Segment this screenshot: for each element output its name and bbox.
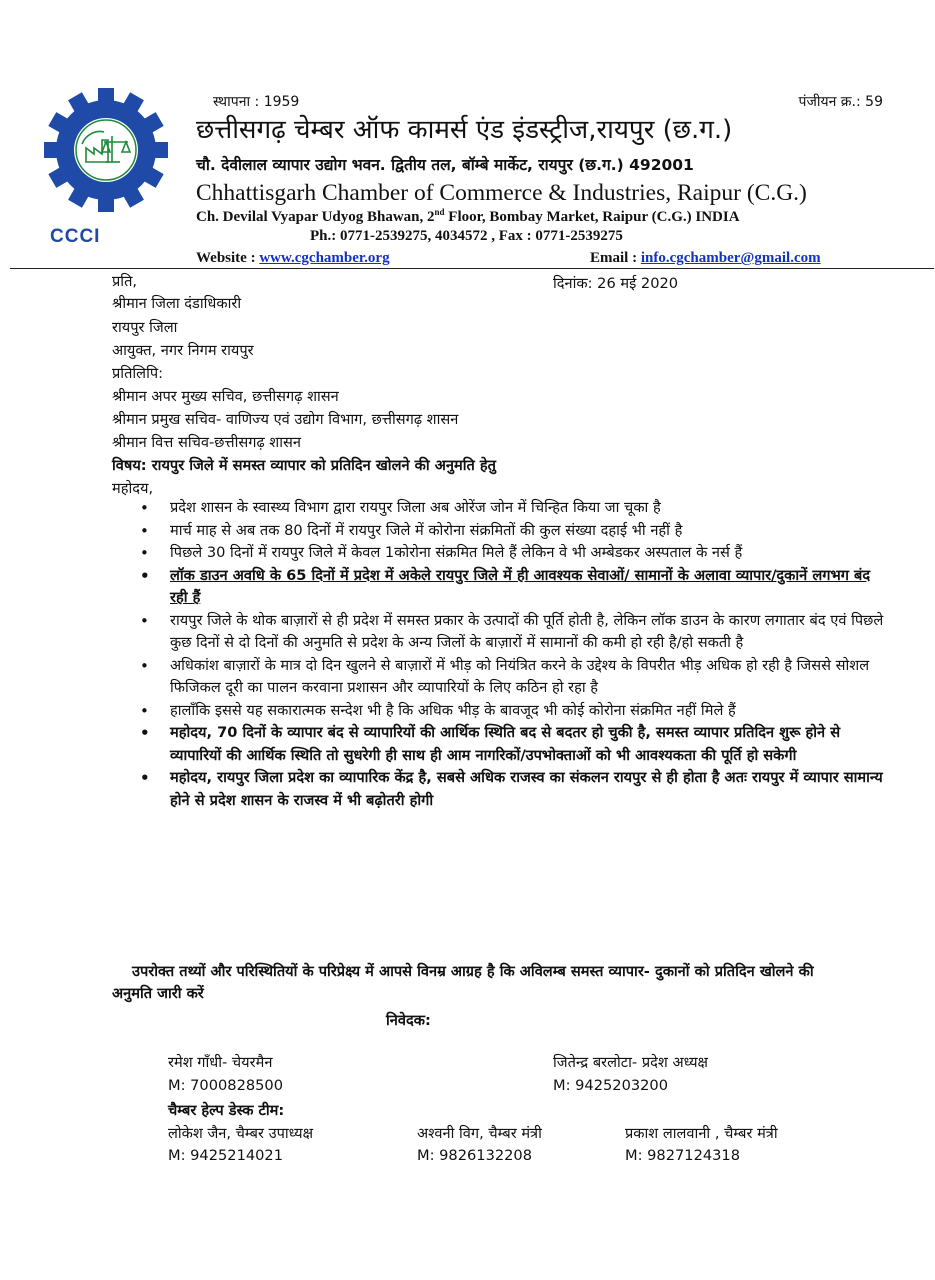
letterhead-divider: [10, 268, 934, 269]
email-link[interactable]: info.cgchamber@gmail.com: [640, 250, 821, 266]
established-year: स्थापना : 1959: [213, 94, 300, 110]
list-item: • पिछले 30 दिनों में रायपुर जिले में केवल 1कोरोना संक्रमित मिले हैं लेकिन वे भी अम्बेडकर अस्पताल के नर्स हैं: [170, 542, 890, 565]
org-address-hindi: चौ. देवीलाल व्यापार उद्योग भवन. द्वितीय तल, बॉम्बे मार्केट, रायपुर (छ.ग.) 492001: [196, 156, 694, 174]
list-item: • मार्च माह से अब तक 80 दिनों में रायपुर जिले में कोरोना संक्रमितों की कुल संख्या दहाई भी नहीं है: [170, 520, 890, 543]
website-link[interactable]: www.cgchamber.org: [259, 250, 390, 266]
helpdesk-member-mobile: M: 9425214021: [168, 1147, 283, 1164]
cc-line: श्रीमान प्रमुख सचिव- वाणिज्य एवं उद्योग विभाग, छत्तीसगढ़ शासन: [112, 411, 459, 428]
letter-subject: विषय: रायपुर जिले में समस्त व्यापार को प्रतिदिन खोलने की अनुमति हेतु: [112, 457, 496, 474]
recipient-line: रायपुर जिला: [112, 319, 178, 336]
signatory-name: जितेन्द्र बरलोटा- प्रदेश अध्यक्ष: [553, 1054, 709, 1071]
cc-line: श्रीमान अपर मुख्य सचिव, छत्तीसगढ़ शासन: [112, 388, 339, 405]
cc-label: प्रतिलिपि:: [112, 365, 164, 382]
registration-number: पंजीयन क्र.: 59: [798, 94, 883, 110]
helpdesk-label: चैम्बर हेल्प डेस्क टीम:: [168, 1102, 285, 1119]
closing-request: उपरोक्त तथ्यों और परिस्थितियों के परिप्रेक्ष्य में आपसे विनम्र आग्रह है कि अविलम्ब समस्त व्यापार- दुकानों को प्रतिदिन खोलने की अनुमति जारी करें: [112, 963, 814, 1002]
applicant-label: निवेदक:: [386, 1012, 431, 1029]
signatory-name: रमेश गाँधी- चेयरमैन: [168, 1054, 273, 1071]
list-item: • हालाँकि इससे यह सकारात्मक सन्देश भी है कि अधिक भीड़ के बावजूद भी कोई कोरोना संक्रमित नहीं मिले हैं: [170, 700, 890, 723]
points-list: [110, 497, 890, 812]
cc-line: श्रीमान वित्त सचिव-छत्तीसगढ़ शासन: [112, 434, 301, 451]
list-item: • रायपुर जिले के थोक बाज़ारों से ही प्रदेश में समस्त प्रकार के उत्पादों की पूर्ति होती है, लेकिन लॉक डाउन के कारण लगातार बंद एवं पिछले कुछ दिनों से दो दिनों की अनुमति से प्रदेश के अन्य जिलों के बाज़ारों में सामानों की कमी हो रही है/हो सकती है: [170, 610, 890, 655]
to-label: प्रति,: [112, 273, 138, 290]
list-item: • अधिकांश बाज़ारों के मात्र दो दिन खुलने से बाज़ारों में भीड़ को नियंत्रित करने के उद्देश्य के विपरीत भीड़ अधिक हो रही है जिससे सोशल फिजिकल दूरी का पालन करवाना प्रशासन और व्यापारियों के लिए कठिन हो रहा है: [170, 655, 890, 700]
helpdesk-member-mobile: M: 9826132208: [417, 1147, 532, 1164]
helpdesk-member-name: अश्वनी विग, चैम्बर मंत्री: [417, 1125, 542, 1142]
signatory-mobile: M: 7000828500: [168, 1077, 283, 1094]
logo-abbreviation: CCCI: [50, 226, 101, 247]
org-name-english: Chhattisgarh Chamber of Commerce & Industries, Raipur (C.G.): [196, 180, 807, 206]
email-line: Email : info.cgchamber@gmail.com: [590, 250, 821, 266]
signatory-mobile: M: 9425203200: [553, 1077, 668, 1094]
list-item: • लॉक डाउन अवधि के 65 दिनों में प्रदेश में अकेले रायपुर जिले में ही आवश्यक सेवाओं/ सामानों के अलावा व्यापार/दुकानें लगभग बंद रही हैं: [170, 565, 890, 610]
list-item: • प्रदेश शासन के स्वास्थ्य विभाग द्वारा रायपुर जिला अब ओरेंज जोन में चिन्हित किया जा चूका है: [170, 497, 890, 520]
helpdesk-member-name: लोकेश जैन, चैम्बर उपाध्यक्ष: [168, 1125, 314, 1142]
org-phone-fax: Ph.: 0771-2539275, 4034572 , Fax : 0771-2539275: [310, 228, 623, 244]
helpdesk-member-mobile: M: 9827124318: [625, 1147, 740, 1164]
recipient-line: आयुक्त, नगर निगम रायपुर: [112, 342, 254, 359]
recipient-line: श्रीमान जिला दंडाधिकारी: [112, 295, 242, 312]
letter-date: दिनांक: 26 मई 2020: [553, 275, 679, 292]
salutation: महोदय,: [112, 480, 154, 497]
org-name-hindi: छत्तीसगढ़ चेम्बर ऑफ कामर्स एंड इंडस्ट्रीज,रायपुर (छ.ग.): [196, 115, 733, 145]
chamber-logo: [44, 88, 168, 212]
website-line: Website : www.cgchamber.org: [196, 250, 390, 266]
helpdesk-member-name: प्रकाश लालवानी , चैम्बर मंत्री: [625, 1125, 778, 1142]
list-item: • महोदय, 70 दिनों के व्यापार बंद से व्यापारियों की आर्थिक स्थिति बद से बदतर हो चुकी है, समस्त व्यापार प्रतिदिन शुरू होने से व्यापारियों की आर्थिक स्थिति तो सुधरेगी ही साथ ही आम नागरिकों/उपभोक्ताओं को भी आवश्यकता की पूर्ति हो सकेगी: [170, 722, 890, 767]
org-address-english: Ch. Devilal Vyapar Udyog Bhawan, 2nd Floor, Bombay Market, Raipur (C.G.) INDIA: [196, 207, 740, 225]
list-item: • महोदय, रायपुर जिला प्रदेश का व्यापारिक केंद्र है, सबसे अधिक राजस्व का संकलन रायपुर से ही होता है अतः रायपुर में व्यापार सामान्य होने से प्रदेश शासन के राजस्व में भी बढ़ोतरी होगी: [170, 767, 890, 812]
